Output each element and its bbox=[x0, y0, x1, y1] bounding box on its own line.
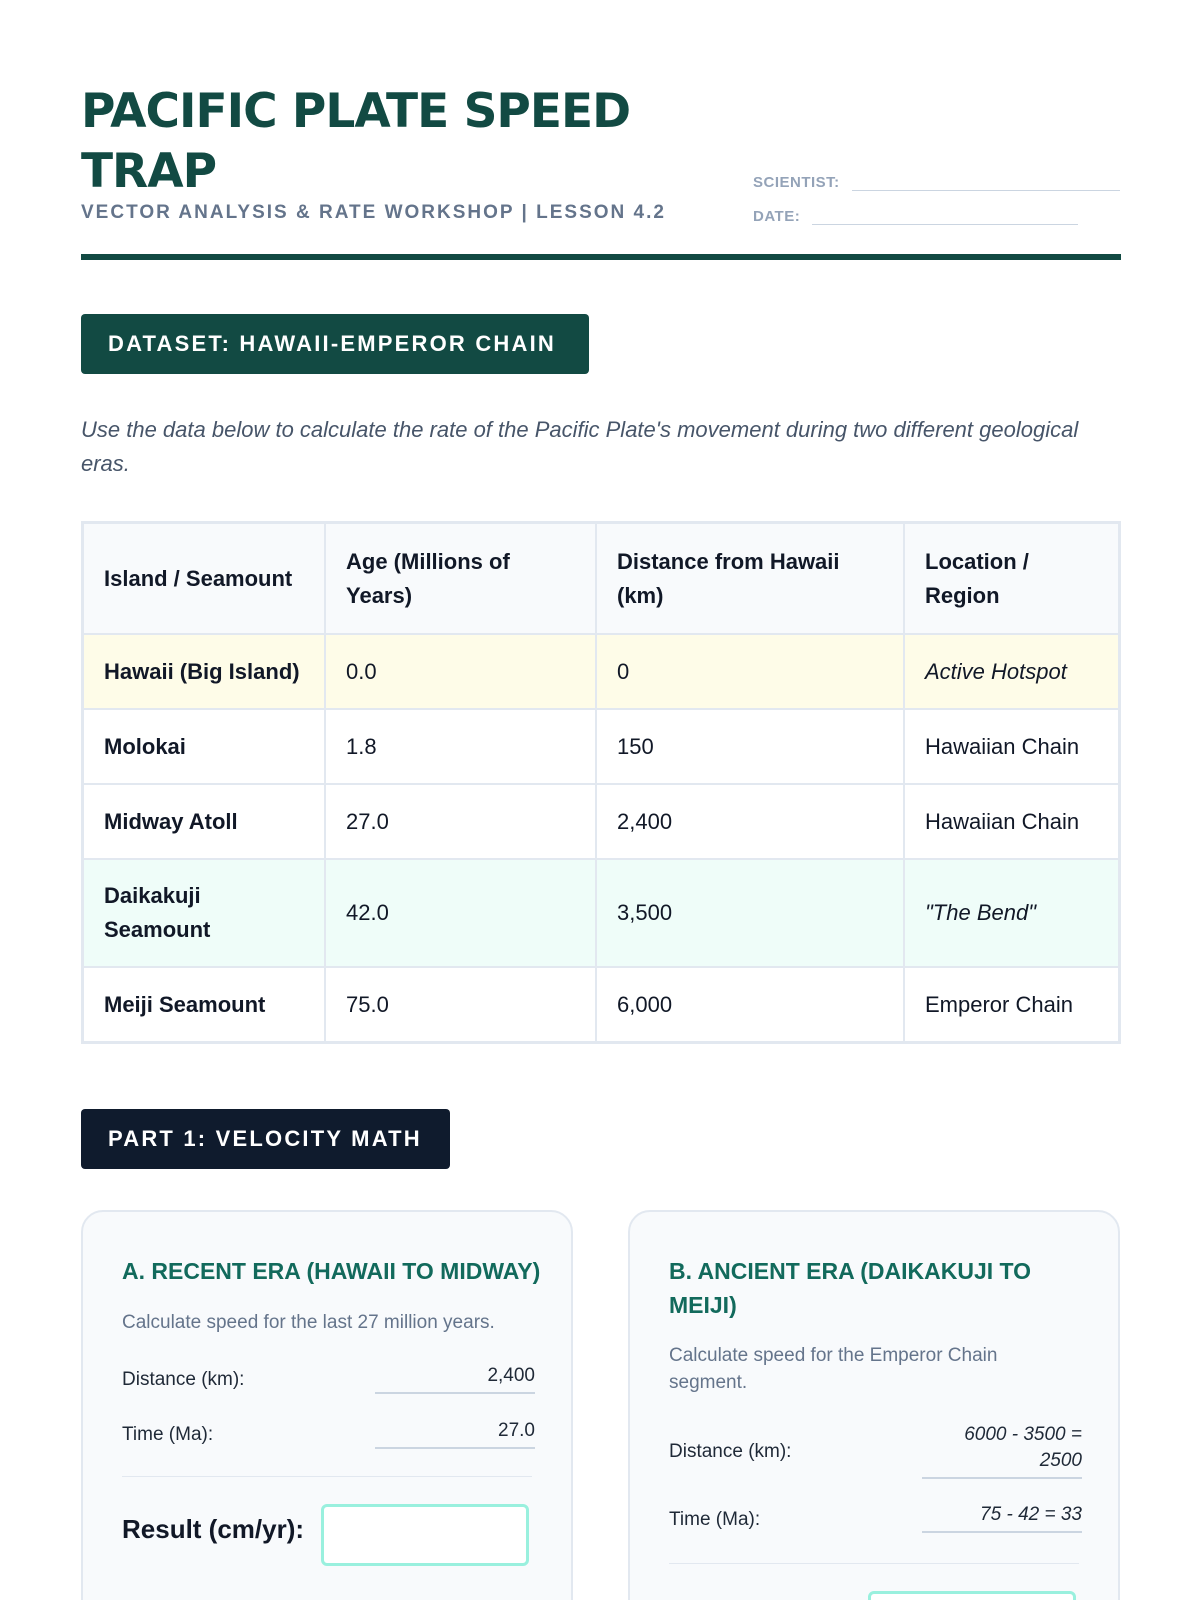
column-header-region: Location / Region bbox=[904, 523, 1120, 635]
column-header-age: Age (Millions of Years) bbox=[325, 523, 596, 635]
distance-label: Distance (km): bbox=[669, 1441, 792, 1462]
result-label: Result (cm/yr): bbox=[122, 1514, 305, 1544]
time-label: Time (Ma): bbox=[669, 1509, 761, 1530]
cell-age: 42.0 bbox=[325, 859, 596, 967]
date-label: DATE: bbox=[753, 208, 801, 225]
card-divider bbox=[669, 1563, 1079, 1564]
cell-island: Hawaii (Big Island) bbox=[83, 634, 326, 709]
table-row bbox=[83, 784, 1120, 859]
card-title: B. ANCIENT ERA (DAIKAKUJI TO MEIJI) bbox=[669, 1258, 1032, 1318]
recent-era-card bbox=[81, 1210, 573, 1600]
time-label: Time (Ma): bbox=[122, 1424, 214, 1445]
part1-section-badge: PART 1: VELOCITY MATH bbox=[81, 1109, 450, 1169]
table-row bbox=[83, 634, 1120, 709]
result-input[interactable] bbox=[321, 1504, 529, 1566]
card-description: Calculate speed for the last 27 million years. bbox=[122, 1312, 495, 1333]
card-divider bbox=[122, 1476, 532, 1477]
table-row bbox=[83, 859, 1120, 967]
distance-label: Distance (km): bbox=[122, 1369, 245, 1390]
cell-region: Hawaiian Chain bbox=[904, 709, 1120, 784]
cell-distance: 0 bbox=[596, 634, 904, 709]
hawaii-emperor-data-table bbox=[81, 521, 1121, 1044]
date-row bbox=[753, 206, 1078, 225]
time-field[interactable]: 27.0 bbox=[375, 1418, 535, 1449]
scientist-row bbox=[753, 172, 1120, 191]
time-field[interactable]: 75 - 42 = 33 bbox=[922, 1502, 1082, 1533]
cell-age: 0.0 bbox=[325, 634, 596, 709]
date-field[interactable] bbox=[812, 206, 1078, 225]
table-row bbox=[83, 967, 1120, 1043]
distance-field[interactable]: 6000 - 3500 = 2500 bbox=[922, 1422, 1082, 1479]
table-row bbox=[83, 709, 1120, 784]
cell-region: Active Hotspot bbox=[904, 634, 1120, 709]
cell-island: Meiji Seamount bbox=[83, 967, 326, 1043]
card-description: Calculate speed for the Emperor Chain segment. bbox=[669, 1345, 998, 1393]
cell-island: Midway Atoll bbox=[83, 784, 326, 859]
cell-age: 1.8 bbox=[325, 709, 596, 784]
cell-island: Molokai bbox=[83, 709, 326, 784]
cell-region: Emperor Chain bbox=[904, 967, 1120, 1043]
result-input[interactable] bbox=[868, 1591, 1076, 1600]
ancient-era-card bbox=[628, 1210, 1120, 1600]
scientist-label: SCIENTIST: bbox=[753, 174, 840, 191]
cell-distance: 2,400 bbox=[596, 784, 904, 859]
cell-island: Daikakuji Seamount bbox=[83, 859, 326, 967]
header-divider bbox=[81, 254, 1121, 260]
cell-age: 75.0 bbox=[325, 967, 596, 1043]
card-title: A. RECENT ERA (HAWAII TO MIDWAY) bbox=[122, 1258, 541, 1284]
dataset-instructions: Use the data below to calculate the rate of the Pacific Plate's movement during two different geological eras. bbox=[81, 417, 1079, 476]
cell-distance: 3,500 bbox=[596, 859, 904, 967]
table-header-row bbox=[83, 523, 1120, 635]
page-subtitle: VECTOR ANALYSIS & RATE WORKSHOP | LESSON 4.2 bbox=[81, 202, 666, 223]
distance-field[interactable]: 2,400 bbox=[375, 1363, 535, 1394]
column-header-distance: Distance from Hawaii (km) bbox=[596, 523, 904, 635]
cell-distance: 6,000 bbox=[596, 967, 904, 1043]
column-header-island: Island / Seamount bbox=[83, 523, 326, 635]
cell-region: Hawaiian Chain bbox=[904, 784, 1120, 859]
cell-age: 27.0 bbox=[325, 784, 596, 859]
cell-distance: 150 bbox=[596, 709, 904, 784]
page-title: PACIFIC PLATE SPEED TRAP bbox=[81, 84, 631, 199]
cell-region: "The Bend" bbox=[904, 859, 1120, 967]
dataset-section-badge: DATASET: HAWAII-EMPEROR CHAIN bbox=[81, 314, 589, 374]
worksheet-header bbox=[81, 82, 1121, 262]
scientist-field[interactable] bbox=[852, 172, 1120, 191]
